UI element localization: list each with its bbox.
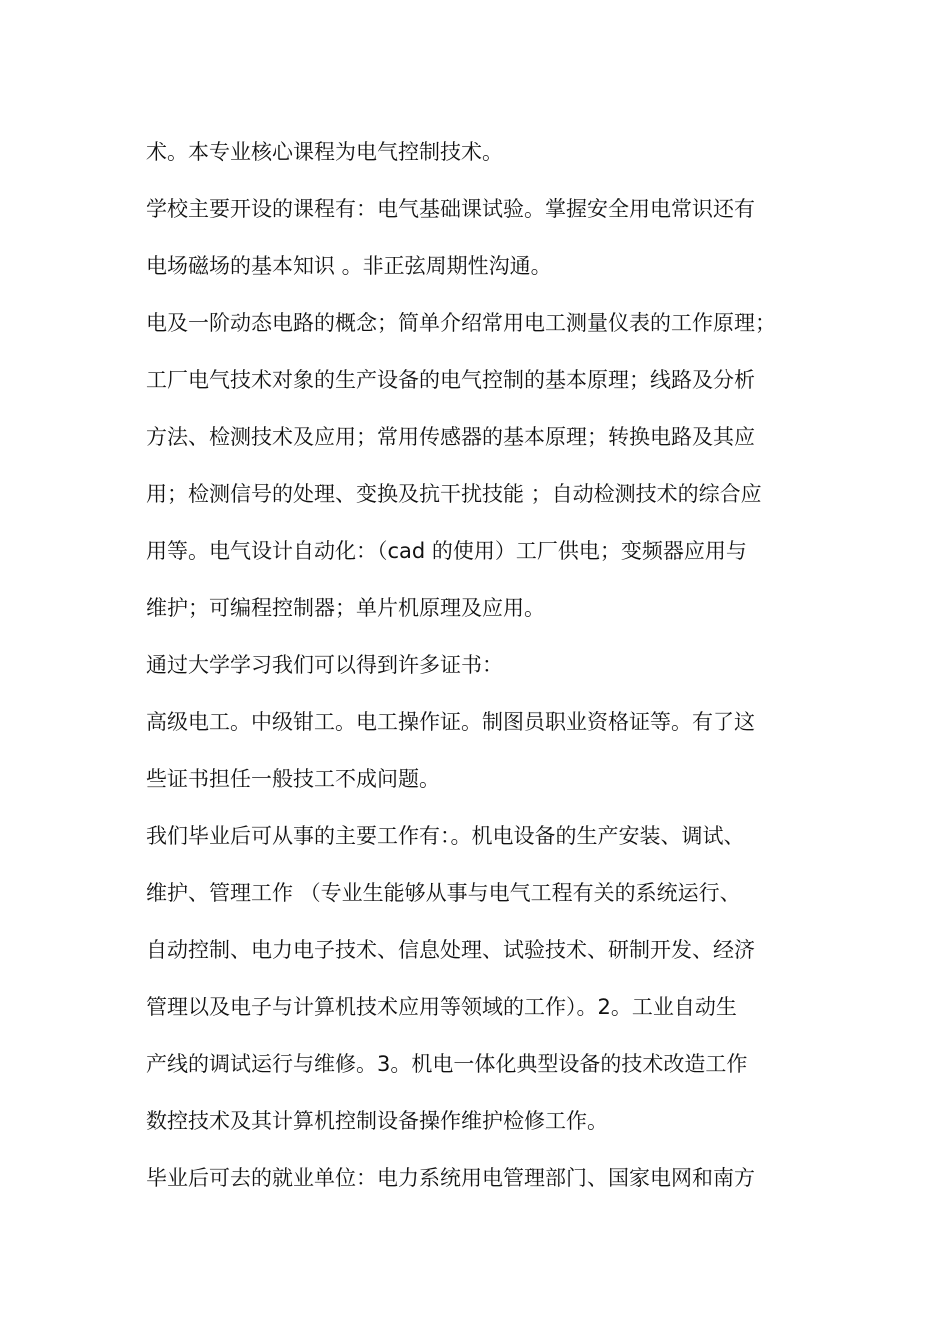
text-line: 术。本专业核心课程为电气控制技术。 (146, 140, 503, 164)
text-line: 维护；可编程控制器；单片机原理及应用。 (146, 596, 545, 620)
text-line: 管理以及电子与计算机技术应用等领域的工作）。2。工业自动生 (146, 995, 737, 1019)
text-line: 自动控制、电力电子技术、信息处理、试验技术、研制开发、经济 (146, 938, 755, 962)
text-line: 电场磁场的基本知识 。非正弦周期性沟通。 (146, 254, 552, 278)
text-line: 毕业后可去的就业单位：电力系统用电管理部门、国家电网和南方 (146, 1166, 755, 1190)
text-line: 数控技术及其计算机控制设备操作维护检修工作。 (146, 1109, 608, 1133)
text-line: 用；检测信号的处理、变换及抗干扰技能 ；自动检测技术的综合应 (146, 482, 762, 506)
text-line: 维护、管理工作 （专业生能够从事与电气工程有关的系统运行、 (146, 881, 741, 905)
text-line: 方法、检测技术及应用；常用传感器的基本原理；转换电路及其应 (146, 425, 755, 449)
text-line: 些证书担任一般技工不成问题。 (146, 767, 440, 791)
text-line: 我们毕业后可从事的主要工作有：。机电设备的生产安装、调试、 (146, 824, 745, 848)
document-body (146, 131, 836, 1214)
text-line: 高级电工。中级钳工。电工操作证。制图员职业资格证等。有了这 (146, 710, 755, 734)
text-line: 电及一阶动态电路的概念；简单介绍常用电工测量仪表的工作原理； (146, 311, 776, 335)
text-line: 通过大学学习我们可以得到许多证书： (146, 653, 503, 677)
text-line: 产线的调试运行与维修。3。机电一体化典型设备的技术改造工作 (146, 1052, 748, 1076)
text-line: 工厂电气技术对象的生产设备的电气控制的基本原理；线路及分析 (146, 368, 755, 392)
text-line: 用等。电气设计自动化：（cad 的使用）工厂供电；变频器应用与 (146, 539, 747, 563)
text-line: 学校主要开设的课程有：电气基础课试验。掌握安全用电常识还有 (146, 197, 755, 221)
